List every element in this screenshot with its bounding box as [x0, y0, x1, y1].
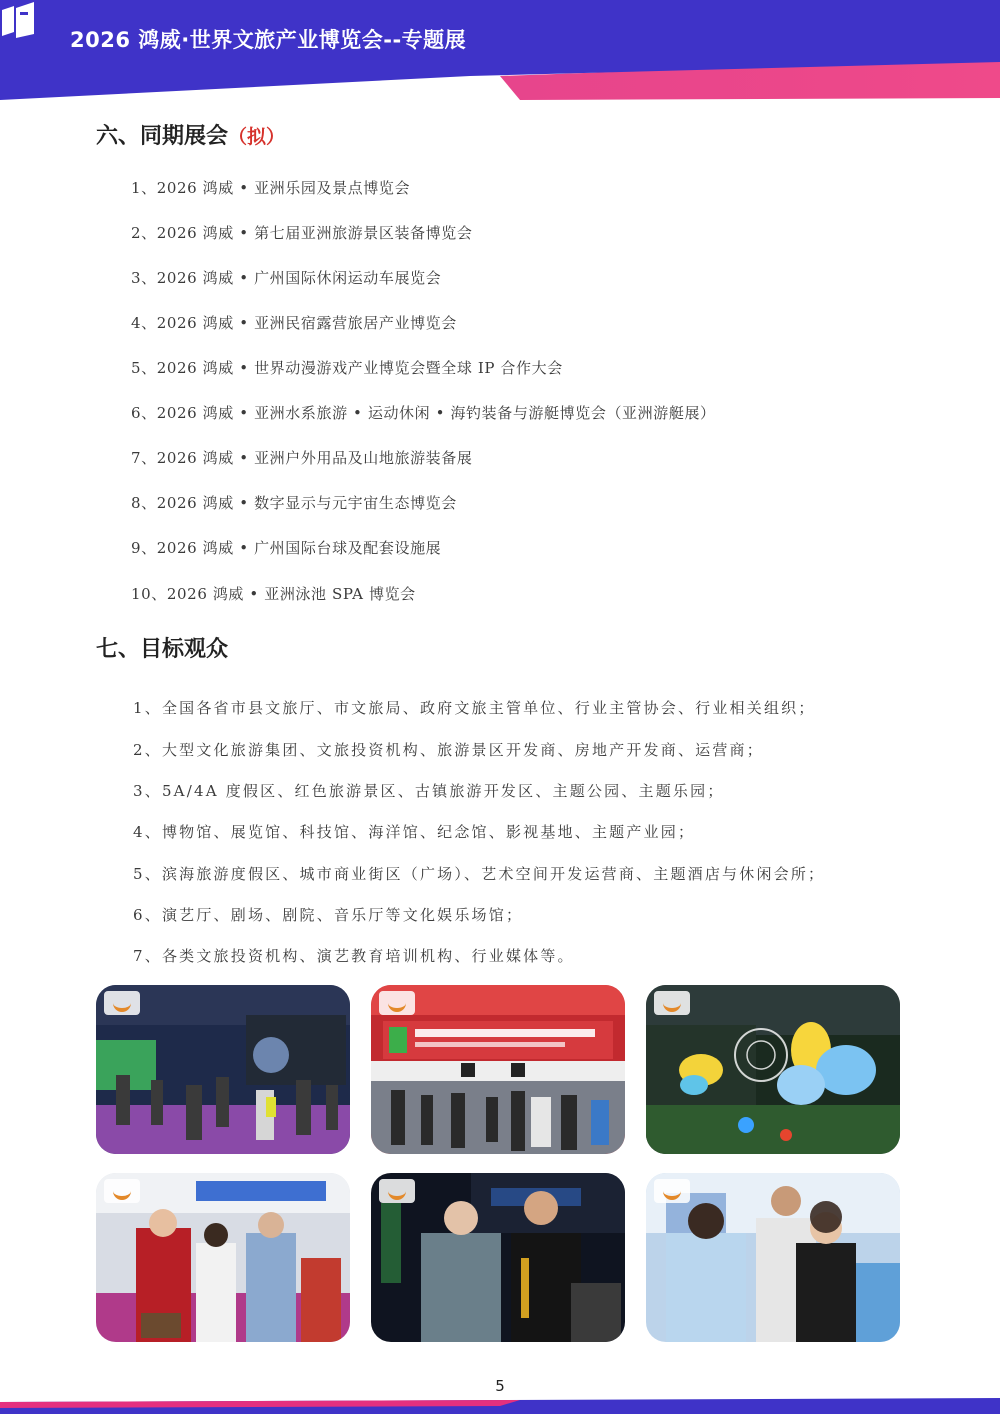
list-item: 3、2026 鸿威 • 广州国际休闲运动车展览会 — [131, 269, 442, 287]
list-item: 10、2026 鸿威 • 亚洲泳池 SPA 博览会 — [131, 585, 416, 603]
header-banner — [0, 0, 1000, 100]
expo-entrance-banner-photo — [371, 985, 625, 1154]
logo-badge-icon — [654, 1179, 690, 1203]
list-item: 6、2026 鸿威 • 亚洲水系旅游 • 运动休闲 • 海钓装备与游艇博览会（亚洲游艇展） — [131, 404, 716, 422]
list-item: 4、博物馆、展览馆、科技馆、海洋馆、纪念馆、影视基地、主题产业园； — [133, 823, 696, 841]
list-item: 8、2026 鸿威 • 数字显示与元宇宙生态博览会 — [131, 494, 457, 512]
section-7-title: 七、目标观众 — [96, 637, 229, 662]
list-item: 2、2026 鸿威 • 第七届亚洲旅游景区装备博览会 — [131, 224, 473, 242]
logo-badge-icon — [379, 1179, 415, 1203]
logo-badge-icon — [654, 991, 690, 1015]
list-item: 1、全国各省市县文旅厅、市文旅局、政府文旅主管单位、行业主管协会、行业相关组织； — [133, 699, 816, 717]
visitors-conversation-photo — [371, 1173, 625, 1342]
list-item: 7、各类文旅投资机构、演艺教育培训机构、行业媒体等。 — [133, 947, 575, 965]
list-item: 9、2026 鸿威 • 广州国际台球及配套设施展 — [131, 539, 442, 557]
book-logo-icon — [0, 0, 36, 40]
section-heading-concurrent-exhibitions — [96, 119, 285, 150]
logo-badge-icon — [104, 1179, 140, 1203]
booth-visitors-photo — [96, 1173, 350, 1342]
header-title: 2026 鸿威·世界文旅产业博览会--专题展 — [70, 28, 467, 52]
butterfly-light-installation-photo — [646, 985, 900, 1154]
section-6-note: （拟） — [228, 126, 286, 148]
list-item: 4、2026 鸿威 • 亚洲民宿露营旅居产业博览会 — [131, 314, 457, 332]
list-item: 3、5A/4A 度假区、红色旅游景区、古镇旅游开发区、主题公园、主题乐园； — [133, 782, 725, 800]
footer-bar — [0, 1396, 1000, 1414]
exhibition-hall-crowd-photo — [96, 985, 350, 1154]
business-meeting-photo — [646, 1173, 900, 1342]
logo-badge-icon — [379, 991, 415, 1015]
list-item: 1、2026 鸿威 • 亚洲乐园及景点博览会 — [131, 179, 411, 197]
list-item: 7、2026 鸿威 • 亚洲户外用品及山地旅游装备展 — [131, 449, 473, 467]
list-item: 2、大型文化旅游集团、文旅投资机构、旅游景区开发商、房地产开发商、运营商； — [133, 741, 764, 759]
list-item: 5、2026 鸿威 • 世界动漫游戏产业博览会暨全球 IP 合作大会 — [131, 359, 563, 377]
logo-badge-icon — [104, 991, 140, 1015]
list-item: 6、演艺厅、剧场、剧院、音乐厅等文化娱乐场馆； — [133, 906, 524, 924]
page-number: 5 — [495, 1377, 505, 1395]
list-item: 5、滨海旅游度假区、城市商业街区（广场）、艺术空间开发运营商、主题酒店与休闲会所； — [133, 865, 826, 883]
section-6-title: 六、同期展会 — [96, 124, 229, 149]
